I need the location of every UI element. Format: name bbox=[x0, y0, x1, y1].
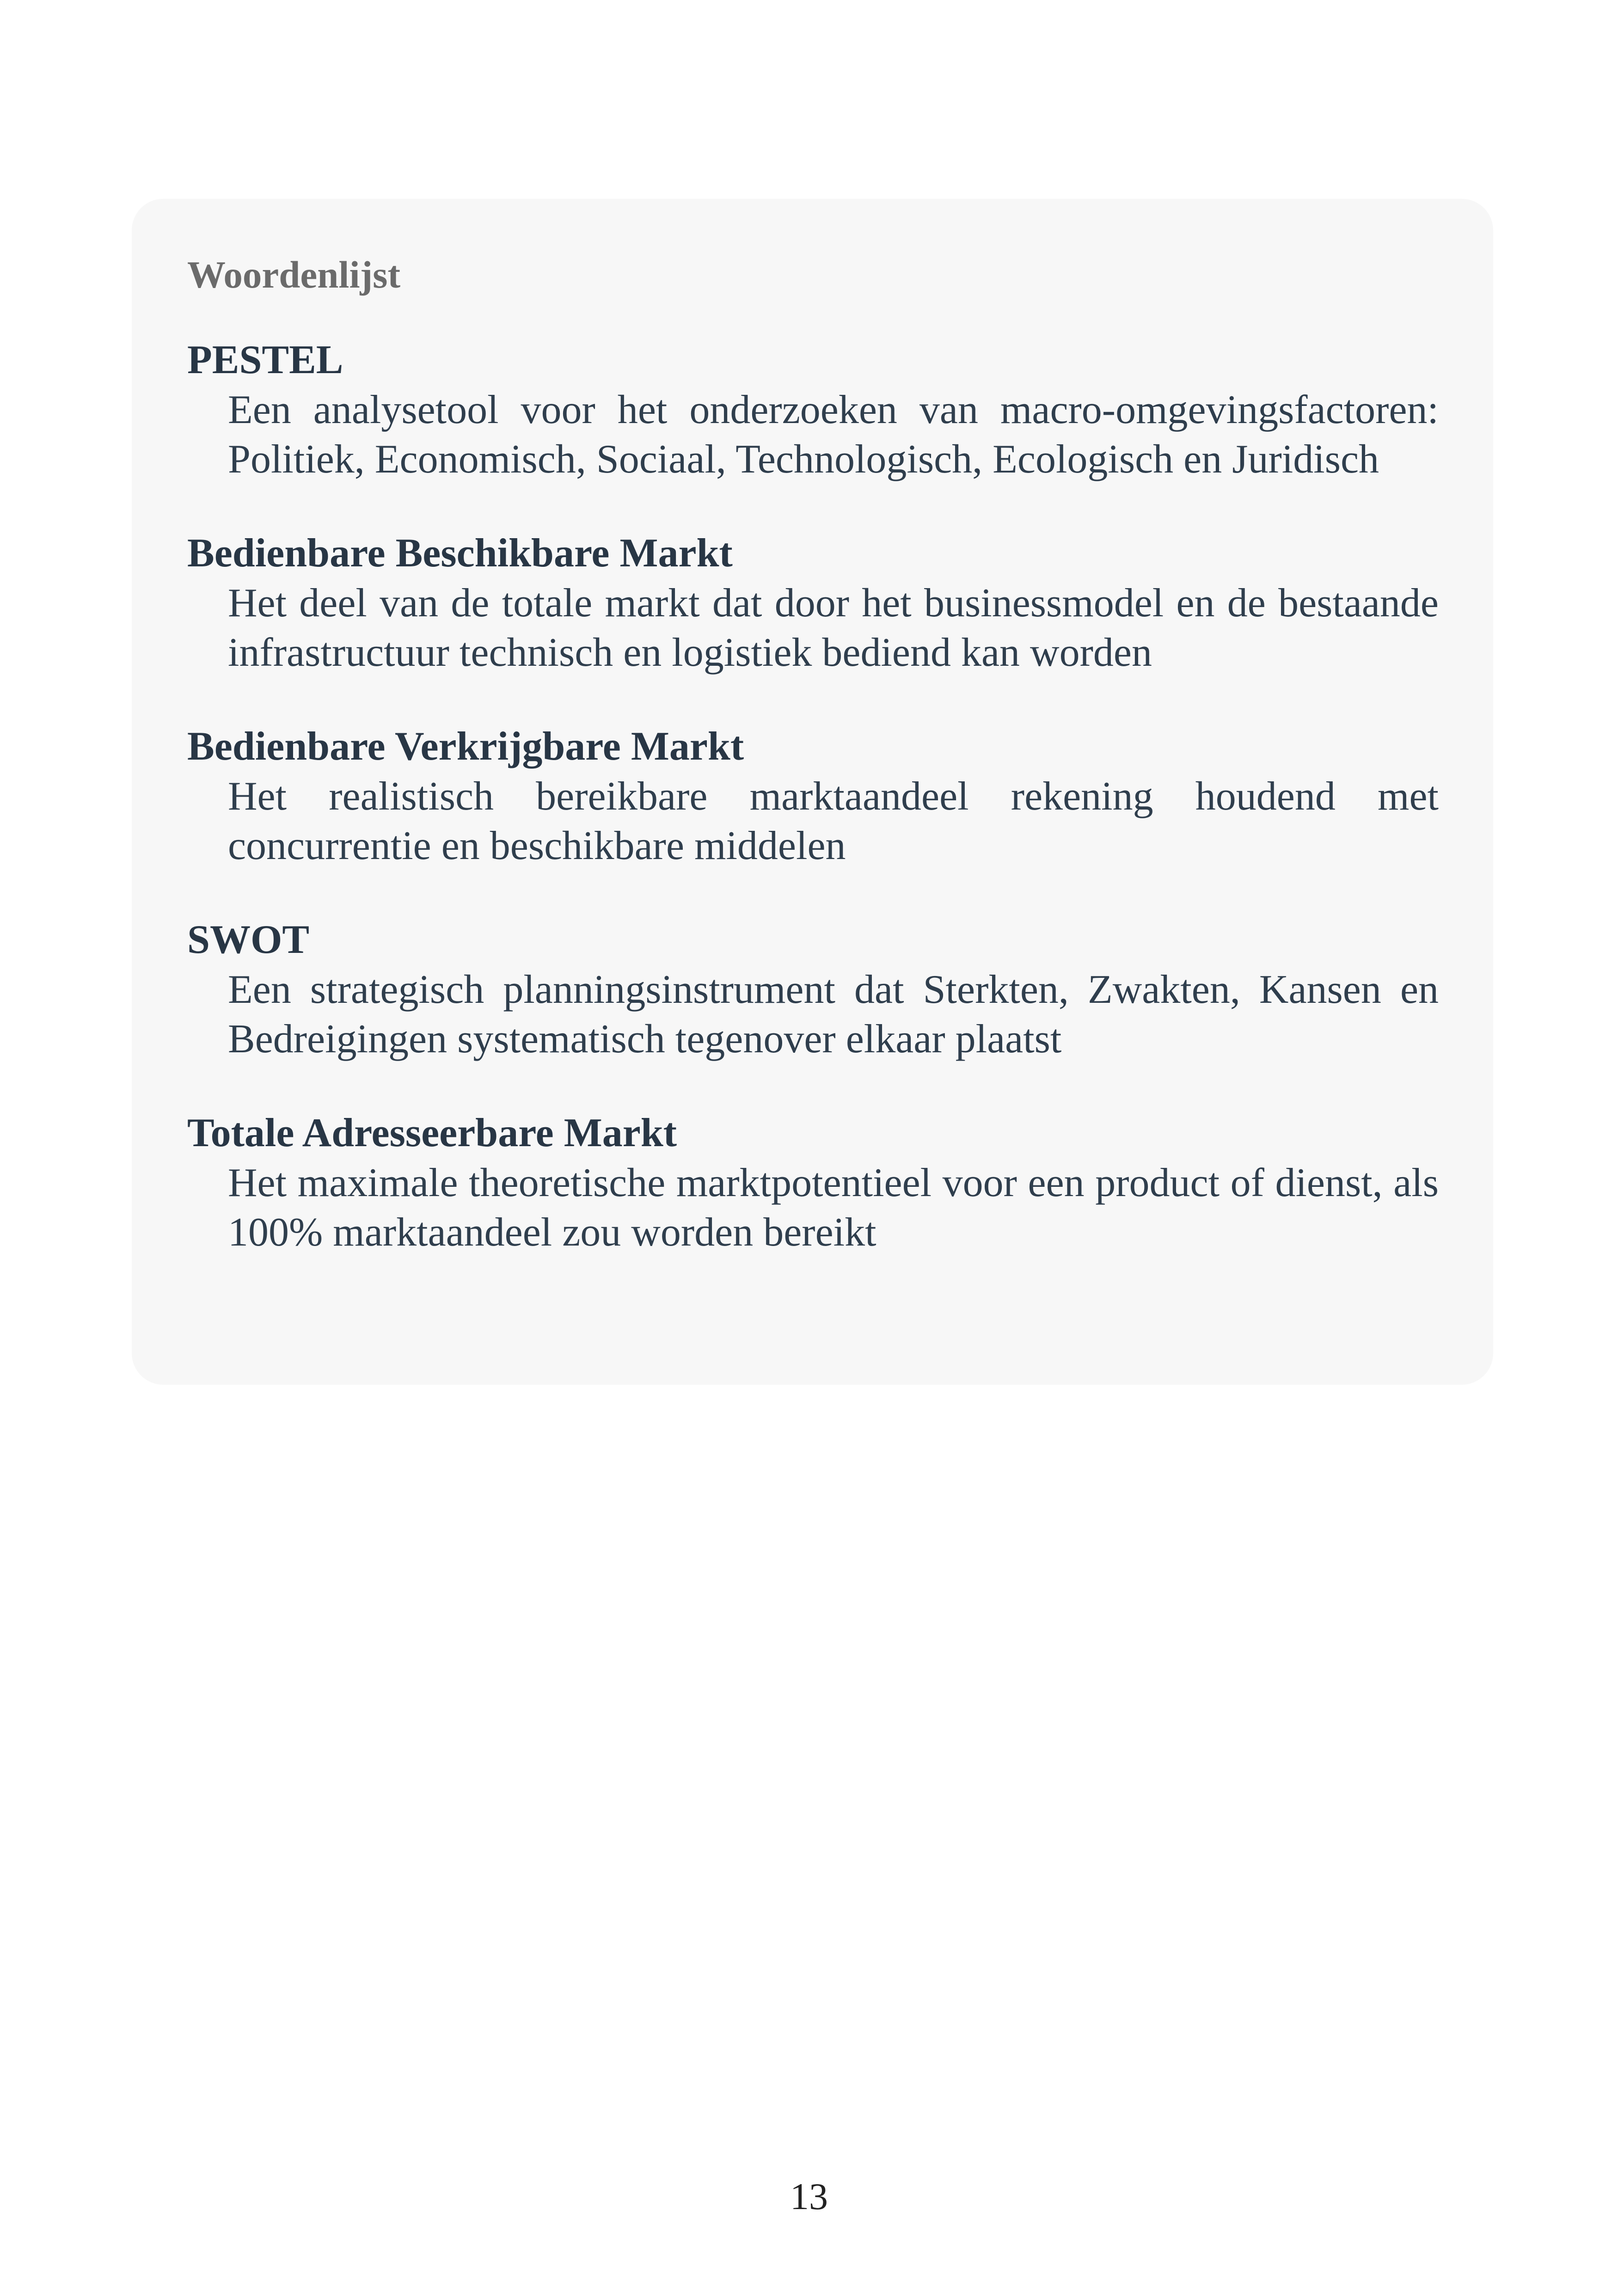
glossary-term: PESTEL bbox=[187, 337, 343, 382]
glossary-entry bbox=[187, 1108, 1439, 1257]
glossary-definition: Het realistisch bereikbare marktaandeel rekening houdend met concurrentie en beschikbare middelen bbox=[228, 774, 1439, 868]
glossary-definition: Een strategisch planningsinstrument dat Sterkten, Zwakten, Kansen en Bedreigingen systematisch tegenover elkaar plaatst bbox=[228, 967, 1439, 1062]
glossary-definition: Het deel van de totale markt dat door het businessmodel en de bestaande infrastructuur technisch en logistiek bediend kan worden bbox=[228, 580, 1439, 675]
glossary-definition: Een analysetool voor het onderzoeken van macro-omgevingsfactoren: Politiek, Economisch, Sociaal, Technologisch, Ecologisch en Juridisch bbox=[228, 387, 1439, 482]
glossary-term: Bedienbare Beschikbare Markt bbox=[187, 530, 733, 576]
glossary-term: SWOT bbox=[187, 917, 310, 962]
glossary-term: Bedienbare Verkrijgbare Markt bbox=[187, 724, 744, 769]
glossary-term: Totale Adresseerbare Markt bbox=[187, 1110, 677, 1155]
glossary-definition: Het maximale theoretische marktpotentieel voor een product of dienst, als 100% marktaandeel zou worden bereikt bbox=[228, 1160, 1439, 1255]
page-number: 13 bbox=[790, 2175, 828, 2217]
glossary-entry bbox=[187, 335, 1439, 484]
glossary-heading: Woordenlijst bbox=[187, 253, 401, 296]
glossary-box bbox=[132, 199, 1493, 1385]
glossary-entry bbox=[187, 528, 1439, 677]
glossary-entry bbox=[187, 722, 1439, 871]
glossary-entry bbox=[187, 915, 1439, 1064]
